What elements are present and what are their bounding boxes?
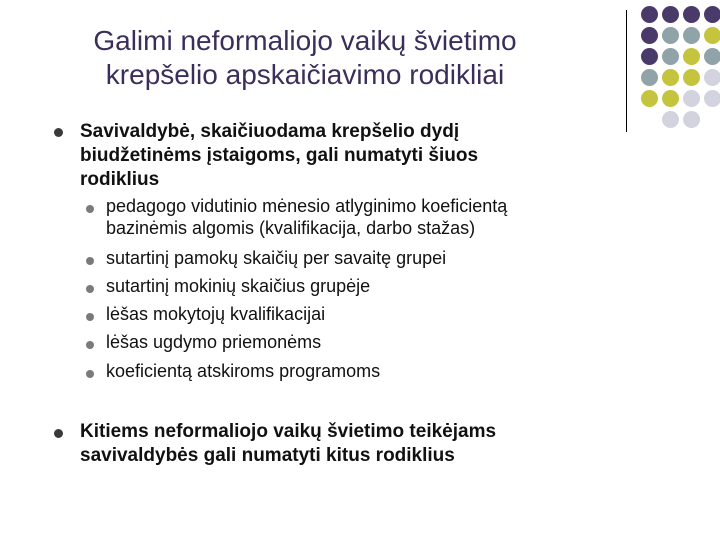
bullet-2-line-1: Kitiems neformaliojo vaikų švietimo teikėjams [80,421,497,442]
sub-bullet-icon [86,205,94,213]
vertical-divider [626,10,627,132]
decor-dot [641,69,658,86]
decor-dot [704,48,720,65]
sub-item-1-line-1: pedagogo vidutinio mėnesio atlyginimo koeficientą [106,196,508,216]
decor-dot [662,6,679,23]
dot-grid-decoration [637,4,720,134]
decor-dot [683,6,700,23]
decor-dot [683,27,700,44]
sub-bullet-icon [86,370,94,378]
sub-item-1-line-2: bazinėmis algomis (kvalifikacija, darbo stažas) [106,218,476,238]
decor-dot [704,69,720,86]
decor-dot [662,90,679,107]
title-line-2: krepšelio apskaičiavimo rodikliai [105,59,505,90]
sub-bullet-icon [86,313,94,321]
decor-dot [704,90,720,107]
decor-dot [683,90,700,107]
sub-item-6: koeficientą atskiroms programoms [106,361,381,381]
bullet-1-line-1: Savivaldybė, skaičiuodama krepšelio dydį [80,121,460,142]
sub-item-2: sutartinį pamokų skaičių per savaitę grupei [106,248,447,268]
decor-dot [641,27,658,44]
decor-dot [683,69,700,86]
decor-dot [704,6,720,23]
bullet-2-line-2: savivaldybės gali numatyti kitus rodiklius [80,445,455,466]
decor-dot [683,111,700,128]
decor-dot [704,27,720,44]
sub-item-1 [106,195,666,239]
bullet-1-line-2: biudžetinėms įstaigoms, gali numatyti šiuos [80,145,479,166]
decor-dot [662,111,679,128]
sub-bullet-icon [86,257,94,265]
bullet-icon [54,429,63,438]
decor-dot [641,48,658,65]
bullet-2-text [80,420,640,468]
decor-dot [641,6,658,23]
slide-title [20,24,590,92]
sub-bullet-icon [86,341,94,349]
title-line-1: Galimi neformaliojo vaikų švietimo [93,25,517,56]
decor-dot [662,69,679,86]
bullet-1-line-3: rodiklius [80,169,160,190]
decor-dot [641,90,658,107]
decor-dot [662,48,679,65]
decor-dot [662,27,679,44]
sub-item-4: lėšas mokytojų kvalifikacijai [106,304,326,324]
sub-item-3: sutartinį mokinių skaičius grupėje [106,276,371,296]
sub-bullet-icon [86,285,94,293]
bullet-icon [54,128,63,137]
decor-dot [683,48,700,65]
sub-item-5: lėšas ugdymo priemonėms [106,332,322,352]
bullet-1-text [80,120,640,192]
